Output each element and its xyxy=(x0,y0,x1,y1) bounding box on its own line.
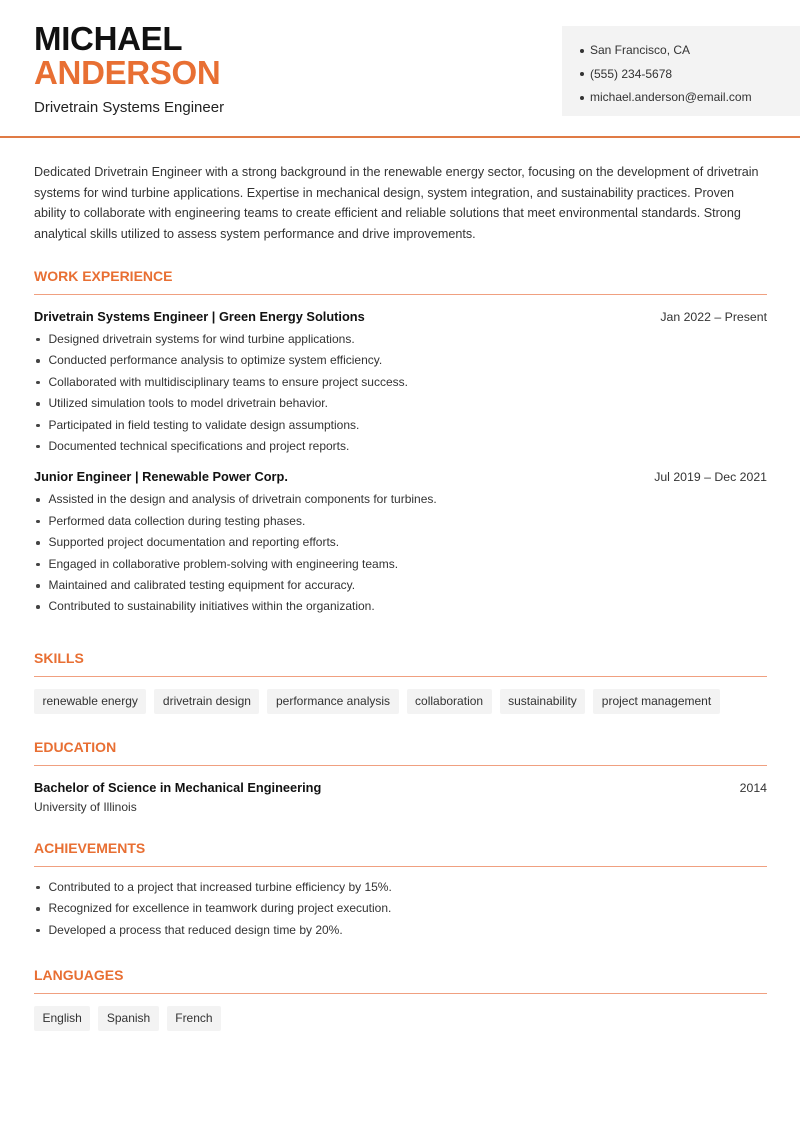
section-title: LANGUAGES xyxy=(34,967,124,983)
full-name xyxy=(34,22,220,90)
section-divider xyxy=(34,765,767,766)
contact-email[interactable]: michael.anderson@email.com xyxy=(580,86,800,110)
skill-tag: sustainability xyxy=(500,689,586,714)
section-divider xyxy=(34,676,767,677)
school: University of Illinois xyxy=(34,800,137,814)
section-divider xyxy=(34,294,767,295)
skill-tag: project management xyxy=(593,689,719,714)
job-bullet: Documented technical specifications and project reports. xyxy=(34,436,767,457)
summary: Dedicated Drivetrain Engineer with a strong background in the renewable energy sector, focusing on the development of drivetrain systems for wind turbine applications. Expertise in mechanical design, system integration, and sustainability practices. Proven ability to collaborate with engineering teams to create efficient and reliable solutions that meet environmental standards. Strong analytical skills utilized to assess system performance and drive improvements. xyxy=(34,165,759,241)
bullet-icon xyxy=(580,72,584,76)
language-tag: Spanish xyxy=(98,1006,158,1031)
resume-body xyxy=(34,162,767,1025)
achievements-section xyxy=(34,840,767,941)
job-bullet: Assisted in the design and analysis of drivetrain components for turbines. xyxy=(34,489,767,510)
bullet-icon xyxy=(36,445,40,449)
contact-phone: (555) 234-5678 xyxy=(580,63,800,87)
achievement-item: Contributed to a project that increased turbine efficiency by 15%. xyxy=(34,877,767,898)
bullet-icon xyxy=(36,886,40,890)
education-section xyxy=(34,739,767,814)
skill-tag: renewable energy xyxy=(34,689,146,714)
languages-section xyxy=(34,967,767,1031)
job-bullet: Conducted performance analysis to optimize system efficiency. xyxy=(34,350,767,371)
job-bullet: Engaged in collaborative problem-solving with engineering teams. xyxy=(34,554,767,575)
job-bullet: Performed data collection during testing phases. xyxy=(34,511,767,532)
bullet-icon xyxy=(36,381,40,385)
section-divider xyxy=(34,866,767,867)
bullet-icon xyxy=(36,929,40,933)
job-dates: Jul 2019 – Dec 2021 xyxy=(654,470,767,485)
contact-box xyxy=(562,26,800,116)
bullet-icon xyxy=(36,605,40,609)
bullet-icon xyxy=(36,541,40,545)
achievement-item: Recognized for excellence in teamwork during project execution. xyxy=(34,898,767,919)
skill-tag: drivetrain design xyxy=(154,689,259,714)
skill-tag: performance analysis xyxy=(267,689,398,714)
last-name: ANDERSON xyxy=(34,54,221,91)
bullet-icon xyxy=(580,49,584,53)
section-title: WORK EXPERIENCE xyxy=(34,268,173,284)
bullet-icon xyxy=(580,96,584,100)
job-title: Drivetrain Systems Engineer xyxy=(34,99,225,116)
skills-section xyxy=(34,650,767,714)
bullet-icon xyxy=(36,402,40,406)
section-title: EDUCATION xyxy=(34,739,117,755)
bullet-icon xyxy=(36,498,40,502)
language-tag: French xyxy=(167,1006,221,1031)
job-bullet: Maintained and calibrated testing equipment for accuracy. xyxy=(34,575,767,596)
section-title: ACHIEVEMENTS xyxy=(34,840,146,856)
job-entry xyxy=(34,309,767,457)
job-bullet: Designed drivetrain systems for wind turbine applications. xyxy=(34,329,767,350)
resume-header xyxy=(0,0,800,138)
job-bullet: Supported project documentation and reporting efforts. xyxy=(34,532,767,553)
job-bullet: Participated in field testing to validate design assumptions. xyxy=(34,415,767,436)
job-bullet: Contributed to sustainability initiatives within the organization. xyxy=(34,596,767,617)
bullet-icon xyxy=(36,338,40,342)
achievement-item: Developed a process that reduced design time by 20%. xyxy=(34,920,767,941)
job-title: Junior Engineer | Renewable Power Corp. xyxy=(34,469,288,485)
graduation-year: 2014 xyxy=(739,781,767,795)
bullet-icon xyxy=(36,563,40,567)
bullet-icon xyxy=(36,907,40,911)
first-name: MICHAEL xyxy=(34,20,183,57)
job-entry xyxy=(34,469,767,617)
work-experience-section xyxy=(34,268,767,618)
job-bullet: Utilized simulation tools to model drivetrain behavior. xyxy=(34,393,767,414)
language-tag: English xyxy=(34,1006,90,1031)
skill-tag: collaboration xyxy=(407,689,492,714)
job-dates: Jan 2022 – Present xyxy=(660,310,767,324)
bullet-icon xyxy=(36,424,40,428)
language-tags xyxy=(34,1006,767,1031)
job-bullet: Collaborated with multidisciplinary teams to ensure project success. xyxy=(34,372,767,393)
bullet-icon xyxy=(36,584,40,588)
bullet-icon xyxy=(36,520,40,524)
degree: Bachelor of Science in Mechanical Engineering xyxy=(34,780,322,795)
bullet-icon xyxy=(36,359,40,363)
job-title: Drivetrain Systems Engineer | Green Energy Solutions xyxy=(34,309,365,324)
skills-tags xyxy=(34,689,767,714)
section-title: SKILLS xyxy=(34,650,84,666)
section-divider xyxy=(34,993,767,994)
contact-location: San Francisco, CA xyxy=(580,39,800,63)
